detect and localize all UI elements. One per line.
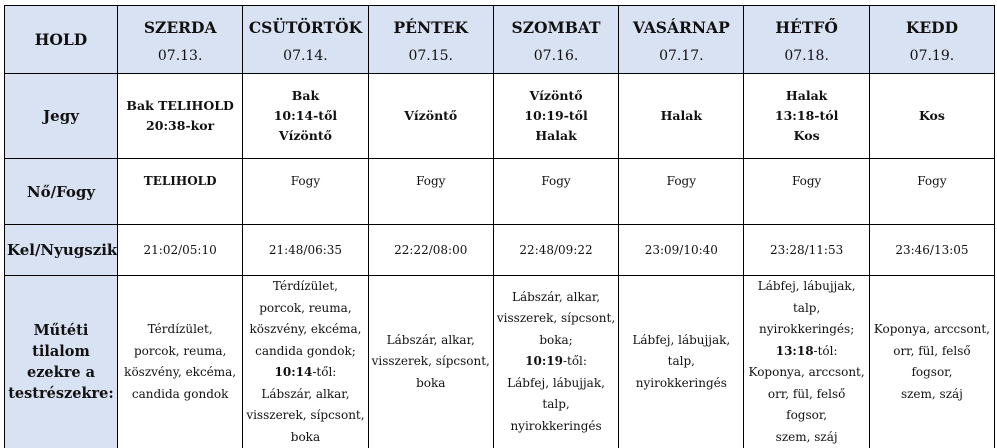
body-part-line: orr, fül, felső fogsor, xyxy=(746,384,866,427)
row-jegy xyxy=(5,74,995,159)
body-part-line: nyirokkeringés; xyxy=(746,319,866,341)
mutet-cell xyxy=(744,276,869,448)
jegy-line: Bak xyxy=(245,86,365,106)
day-name: VASÁRNAP xyxy=(621,8,741,41)
body-part-line: Koponya, arccsont, xyxy=(872,319,992,341)
mutet-cell xyxy=(619,276,744,448)
body-part-line: Lábszár, alkar, xyxy=(496,287,616,309)
phase-cell: Fogy xyxy=(744,159,869,225)
rise-set-cell: 23:09/10:40 xyxy=(619,225,744,276)
phase-cell: Fogy xyxy=(368,159,493,225)
phase-cell: Fogy xyxy=(493,159,618,225)
jegy-cell xyxy=(118,74,243,159)
day-header xyxy=(118,6,243,74)
row-label-no-fogy: Nő/Fogy xyxy=(5,159,118,225)
jegy-line: 13:18-tól xyxy=(746,106,866,126)
day-name: KEDD xyxy=(872,8,992,41)
jegy-cell xyxy=(368,74,493,159)
jegy-line: Kos xyxy=(746,126,866,146)
day-header xyxy=(243,6,368,74)
body-part-line: visszerek, sípcsont, xyxy=(245,405,365,427)
mutet-cell xyxy=(368,276,493,448)
day-date: 07.14. xyxy=(245,41,365,71)
jegy-line: Halak xyxy=(621,106,741,126)
day-name: PÉNTEK xyxy=(371,8,491,41)
jegy-line: Bak TELIHOLD xyxy=(120,96,240,116)
day-date: 07.15. xyxy=(371,41,491,71)
day-date: 07.13. xyxy=(120,41,240,71)
day-name: CSÜTÖRTÖK xyxy=(245,8,365,41)
mutet-cell xyxy=(118,276,243,448)
phase-cell: Fogy xyxy=(243,159,368,225)
jegy-cell xyxy=(493,74,618,159)
jegy-line: 20:38-kor xyxy=(120,116,240,136)
body-part-line: Térdízület, xyxy=(120,319,240,341)
row-label-mutet xyxy=(5,276,118,448)
body-part-line: nyirokkeringés xyxy=(621,373,741,395)
body-part-line: köszvény, ekcéma, xyxy=(120,362,240,384)
body-part-line: Lábfej, lábujjak, talp, xyxy=(746,276,866,319)
body-part-line: szem, száj xyxy=(746,427,866,448)
time-change-line: 10:19-től: xyxy=(496,351,616,373)
mutet-cell xyxy=(493,276,618,448)
body-part-line: porcok, reuma, xyxy=(245,298,365,320)
jegy-line: Halak xyxy=(496,126,616,146)
body-part-line: Koponya, arccsont, xyxy=(746,362,866,384)
jegy-line: Halak xyxy=(746,86,866,106)
body-part-line: orr, fül, felső fogsor, xyxy=(872,341,992,384)
body-part-line: boka xyxy=(371,373,491,395)
body-part-line: candida gondok; xyxy=(245,341,365,363)
rise-set-cell: 21:48/06:35 xyxy=(243,225,368,276)
moon-calendar-table xyxy=(4,5,995,448)
day-header xyxy=(493,6,618,74)
day-date: 07.17. xyxy=(621,41,741,71)
row-kel-nyugszik xyxy=(5,225,995,276)
body-part-line: Lábszár, alkar, xyxy=(371,330,491,352)
body-part-line: Térdízület, xyxy=(245,276,365,298)
jegy-line: Vízöntő xyxy=(245,126,365,146)
jegy-cell xyxy=(619,74,744,159)
phase-cell: Fogy xyxy=(619,159,744,225)
jegy-line: 10:14-től xyxy=(245,106,365,126)
jegy-line: Kos xyxy=(872,106,992,126)
time-marker: 10:19 xyxy=(525,354,563,368)
rise-set-cell: 23:46/13:05 xyxy=(869,225,994,276)
time-marker: 10:14 xyxy=(275,365,313,379)
label-line: Műtéti tilalom xyxy=(7,320,115,362)
row-mutet xyxy=(5,276,995,448)
jegy-line: 10:19-től xyxy=(496,106,616,126)
rise-set-cell: 21:02/05:10 xyxy=(118,225,243,276)
body-part-line: boka; xyxy=(496,330,616,352)
header-row xyxy=(5,6,995,74)
row-label-kel-nyugszik: Kel/Nyugszik xyxy=(5,225,118,276)
time-change-line: 10:14-től: xyxy=(245,362,365,384)
jegy-line: Vízöntő xyxy=(371,106,491,126)
day-name: SZERDA xyxy=(120,8,240,41)
body-part-line: boka xyxy=(245,427,365,448)
rise-set-cell: 22:22/08:00 xyxy=(368,225,493,276)
day-name: SZOMBAT xyxy=(496,8,616,41)
body-part-line: Lábfej, lábujjak, talp, xyxy=(496,373,616,416)
body-part-line: visszerek, sípcsont, xyxy=(496,308,616,330)
rise-set-cell: 23:28/11:53 xyxy=(744,225,869,276)
body-part-line: Lábszár, alkar, xyxy=(245,384,365,406)
rise-set-cell: 22:48/09:22 xyxy=(493,225,618,276)
jegy-cell xyxy=(243,74,368,159)
day-header xyxy=(744,6,869,74)
phase-cell: Fogy xyxy=(869,159,994,225)
day-name: HÉTFŐ xyxy=(746,8,866,41)
time-change-line: 13:18-tól: xyxy=(746,341,866,363)
day-header xyxy=(869,6,994,74)
body-part-line: porcok, reuma, xyxy=(120,341,240,363)
day-header xyxy=(619,6,744,74)
day-header xyxy=(368,6,493,74)
body-part-line: candida gondok xyxy=(120,384,240,406)
body-part-line: nyirokkeringés xyxy=(496,416,616,438)
body-part-line: visszerek, sípcsont, xyxy=(371,351,491,373)
body-part-line: Lábfej, lábujjak, talp, xyxy=(621,330,741,373)
body-part-line: szem, száj xyxy=(872,384,992,406)
label-line: ezekre a xyxy=(7,362,115,383)
mutet-cell xyxy=(869,276,994,448)
mutet-cell xyxy=(243,276,368,448)
corner-header: HOLD xyxy=(5,6,118,74)
jegy-cell xyxy=(869,74,994,159)
day-date: 07.19. xyxy=(872,41,992,71)
jegy-cell xyxy=(744,74,869,159)
time-marker: 13:18 xyxy=(776,344,814,358)
day-date: 07.18. xyxy=(746,41,866,71)
day-date: 07.16. xyxy=(496,41,616,71)
body-part-line: köszvény, ekcéma, xyxy=(245,319,365,341)
label-line: testrészekre: xyxy=(7,383,115,404)
phase-cell: TELIHOLD xyxy=(118,159,243,225)
jegy-line: Vízöntő xyxy=(496,86,616,106)
row-no-fogy xyxy=(5,159,995,225)
row-label-jegy: Jegy xyxy=(5,74,118,159)
